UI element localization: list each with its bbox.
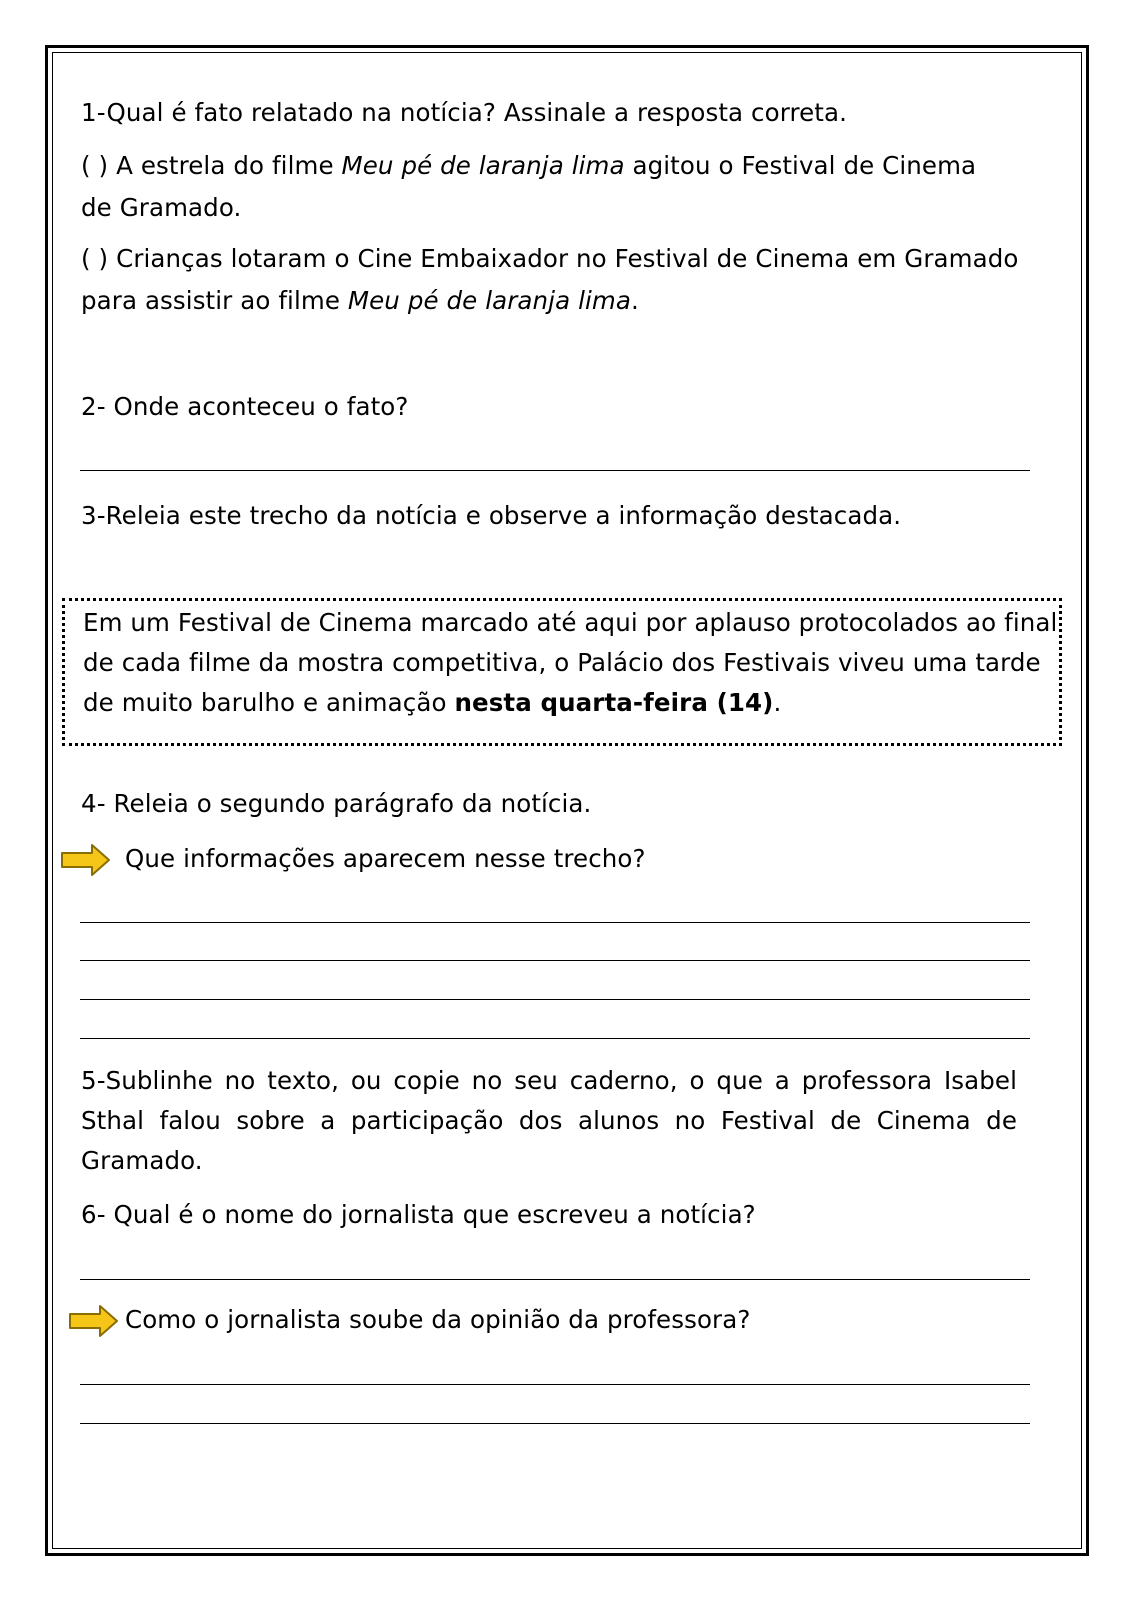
q4-title: 4- Releia o segundo parágrafo da notícia. [81,789,592,818]
q1-title: 1-Qual é fato relatado na notícia? Assinale a resposta correta. [81,98,847,127]
q1-option-1-text-a: A estrela do filme [116,151,342,180]
q3-excerpt-line-2: de cada filme da mostra competitiva, o Palácio dos Festivais viveu uma tarde [83,648,1041,677]
q4-answer-line-4[interactable] [80,1038,1030,1039]
q3-excerpt-line-3 [83,683,1043,723]
q6-subquestion: Como o jornalista soube da opinião da professora? [125,1305,751,1334]
q1-option-2 [81,239,1031,279]
q1-option-2-film-title: Meu pé de laranja lima [347,286,631,315]
q3-excerpt-line-1: Em um Festival de Cinema marcado até aqui por aplauso protocolados ao final [83,608,1058,637]
q4-subquestion: Que informações aparecem nesse trecho? [125,844,646,873]
q1-option-1-checkbox[interactable]: ( ) [81,151,109,180]
arrow-right-icon [68,1303,120,1339]
q5-text: 5-Sublinhe no texto, ou copie no seu caderno, o que a professora Isabel Sthal falou sobre a participação dos alunos no Festival de Cinema de Gramado. [81,1066,1017,1175]
q6-answer-line[interactable] [80,1279,1030,1280]
q1-option-2-text-b: para assistir ao filme [81,286,348,315]
q1-option-2-text-d: . [630,286,639,315]
q3-excerpt-end: . [773,688,782,717]
q6-answer-line-2[interactable] [80,1384,1030,1385]
q2-answer-line[interactable] [80,470,1030,471]
q1-option-1-text-c: agitou o Festival de Cinema [624,151,977,180]
q3-highlighted-info: nesta quarta-feira (14) [454,688,774,717]
q1-option-2-checkbox[interactable]: ( ) [81,244,109,273]
q3-excerpt-box [62,598,1062,746]
q1-option-1-cont: de Gramado. [81,193,242,222]
q3-title: 3-Releia este trecho da notícia e observe a informação destacada. [81,501,902,530]
q4-answer-line-1[interactable] [80,922,1030,923]
q4-answer-line-3[interactable] [80,999,1030,1000]
q1-option-1-film-title: Meu pé de laranja lima [341,151,625,180]
q2-title: 2- Onde aconteceu o fato? [81,392,409,421]
q3-excerpt-text: de muito barulho e animação [83,688,455,717]
q1-option-2-cont [81,281,1031,321]
q4-answer-line-2[interactable] [80,960,1030,961]
q1-option-2-text-a: Crianças lotaram o Cine Embaixador no Festival de Cinema em Gramado [116,244,1019,273]
q1-option-1 [81,146,1031,186]
arrow-right-icon [60,842,112,878]
q6-answer-line-3[interactable] [80,1423,1030,1424]
q6-title: 6- Qual é o nome do jornalista que escreveu a notícia? [81,1200,756,1229]
